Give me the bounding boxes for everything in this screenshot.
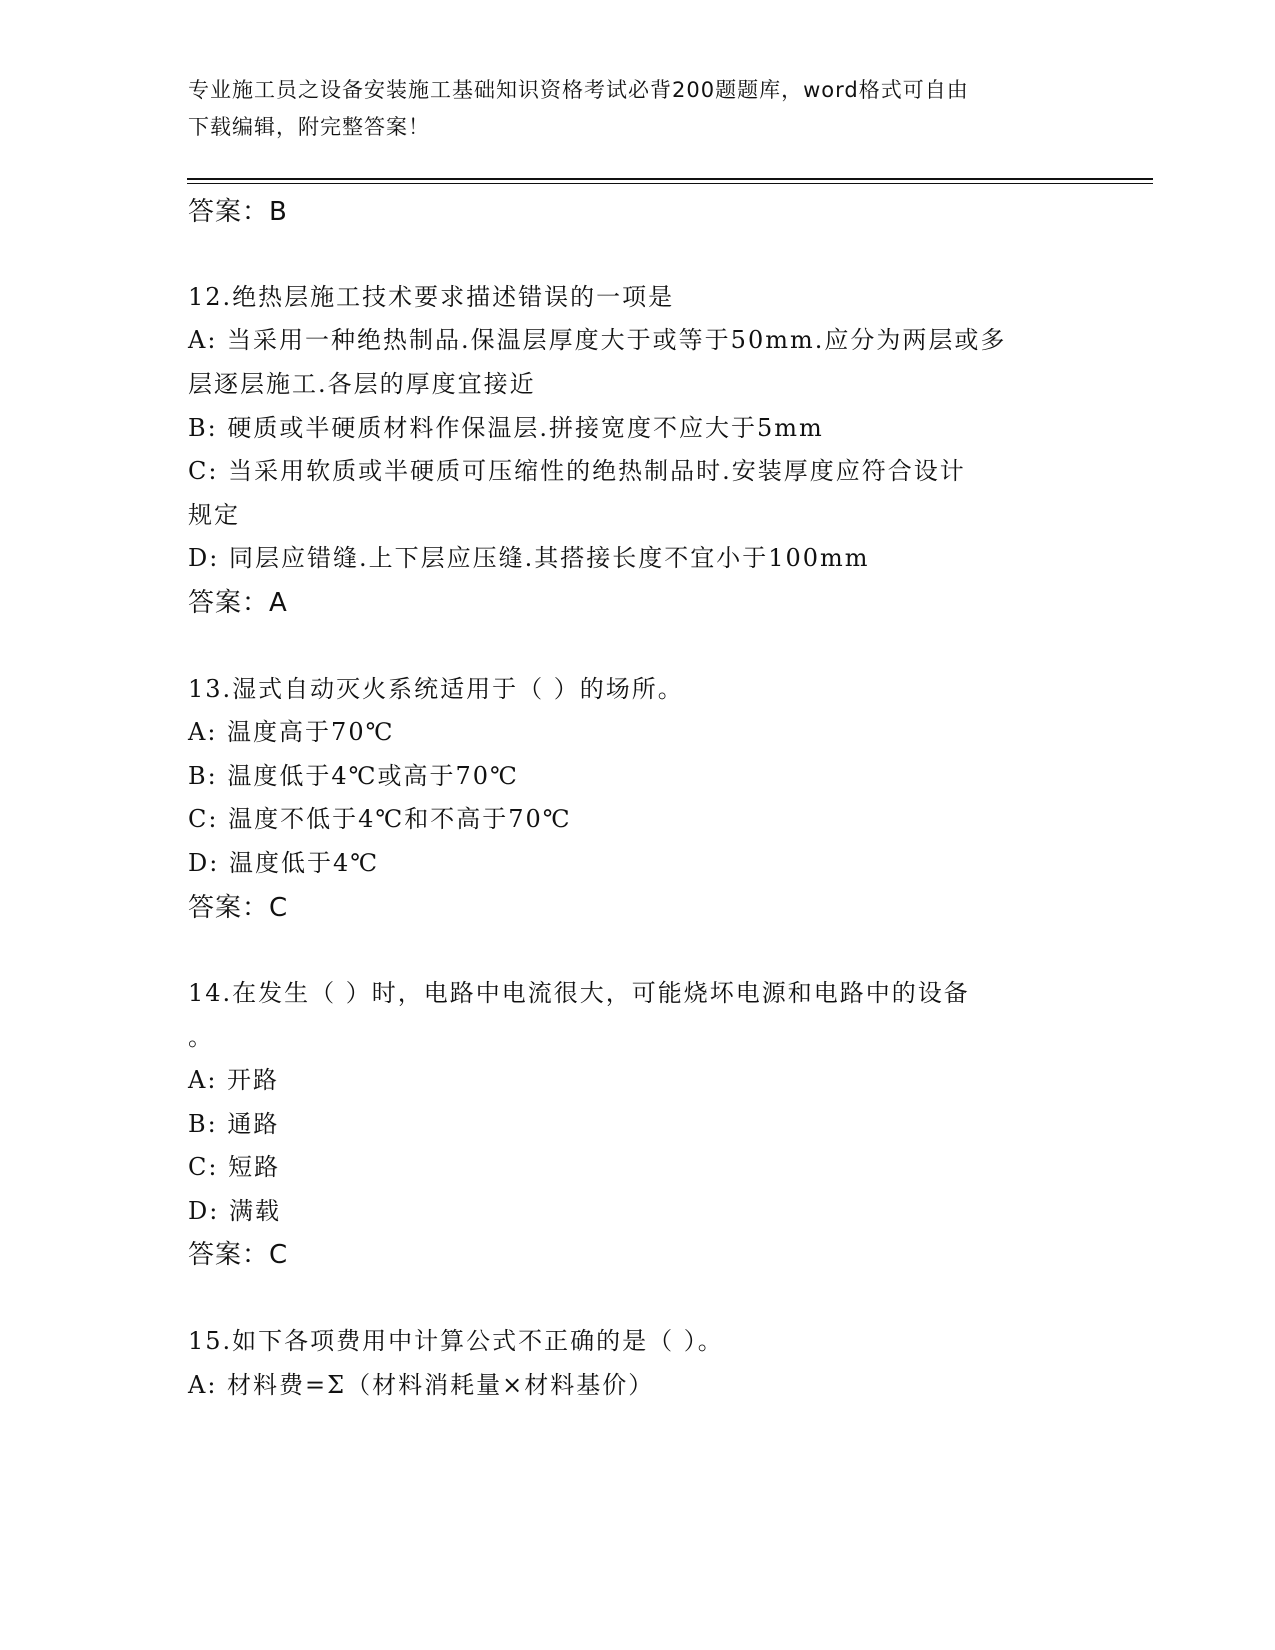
option-c: C: 温度不低于4℃和不高于70℃ — [188, 805, 572, 833]
option-a: A: 开路 — [188, 1066, 280, 1094]
option-d: D: 同层应错缝.上下层应压缝.其搭接长度不宜小于100mm — [188, 544, 870, 572]
answer-line: 答案：C — [188, 1240, 289, 1270]
answer-line: 答案：A — [188, 588, 288, 618]
question-text: 14.在发生（ ）时，电路中电流很大，可能烧坏电源和电路中的设备 — [188, 979, 970, 1007]
option-c-line-1: C: 当采用软质或半硬质可压缩性的绝热制品时.安装厚度应符合设计 — [188, 457, 966, 485]
option-c-line-2: 规定 — [188, 501, 240, 529]
option-d: D: 满载 — [188, 1197, 281, 1225]
option-a: A: 温度高于70℃ — [188, 718, 395, 746]
option-a: A: 材料费=Σ（材料消耗量×材料基价） — [188, 1371, 655, 1399]
answer-line: 答案：B — [188, 197, 288, 227]
question-text-continued: 。 — [188, 1023, 214, 1051]
question-text: 13.湿式自动灭火系统适用于（ ）的场所。 — [188, 675, 684, 703]
option-b: B: 硬质或半硬质材料作保温层.拼接宽度不应大于5mm — [188, 414, 824, 442]
header-rule-thin — [187, 183, 1153, 184]
question-text: 15.如下各项费用中计算公式不正确的是（ ）。 — [188, 1327, 724, 1355]
option-b: B: 通路 — [188, 1110, 280, 1138]
header-line-1: 专业施工员之设备安装施工基础知识资格考试必背200题题库，word格式可自由 — [188, 78, 969, 102]
answer-line: 答案：C — [188, 893, 289, 923]
question-text: 12.绝热层施工技术要求描述错误的一项是 — [188, 283, 675, 311]
option-a-line-2: 层逐层施工.各层的厚度宜接近 — [188, 370, 536, 398]
option-d: D: 温度低于4℃ — [188, 849, 380, 877]
option-b: B: 温度低于4℃或高于70℃ — [188, 762, 519, 790]
document-header — [188, 72, 1088, 146]
option-a-line-1: A: 当采用一种绝热制品.保温层厚度大于或等于50mm.应分为两层或多 — [188, 326, 1007, 354]
header-rule-thick — [187, 178, 1153, 180]
header-line-2: 下载编辑，附完整答案！ — [188, 115, 430, 139]
option-c: C: 短路 — [188, 1153, 281, 1181]
